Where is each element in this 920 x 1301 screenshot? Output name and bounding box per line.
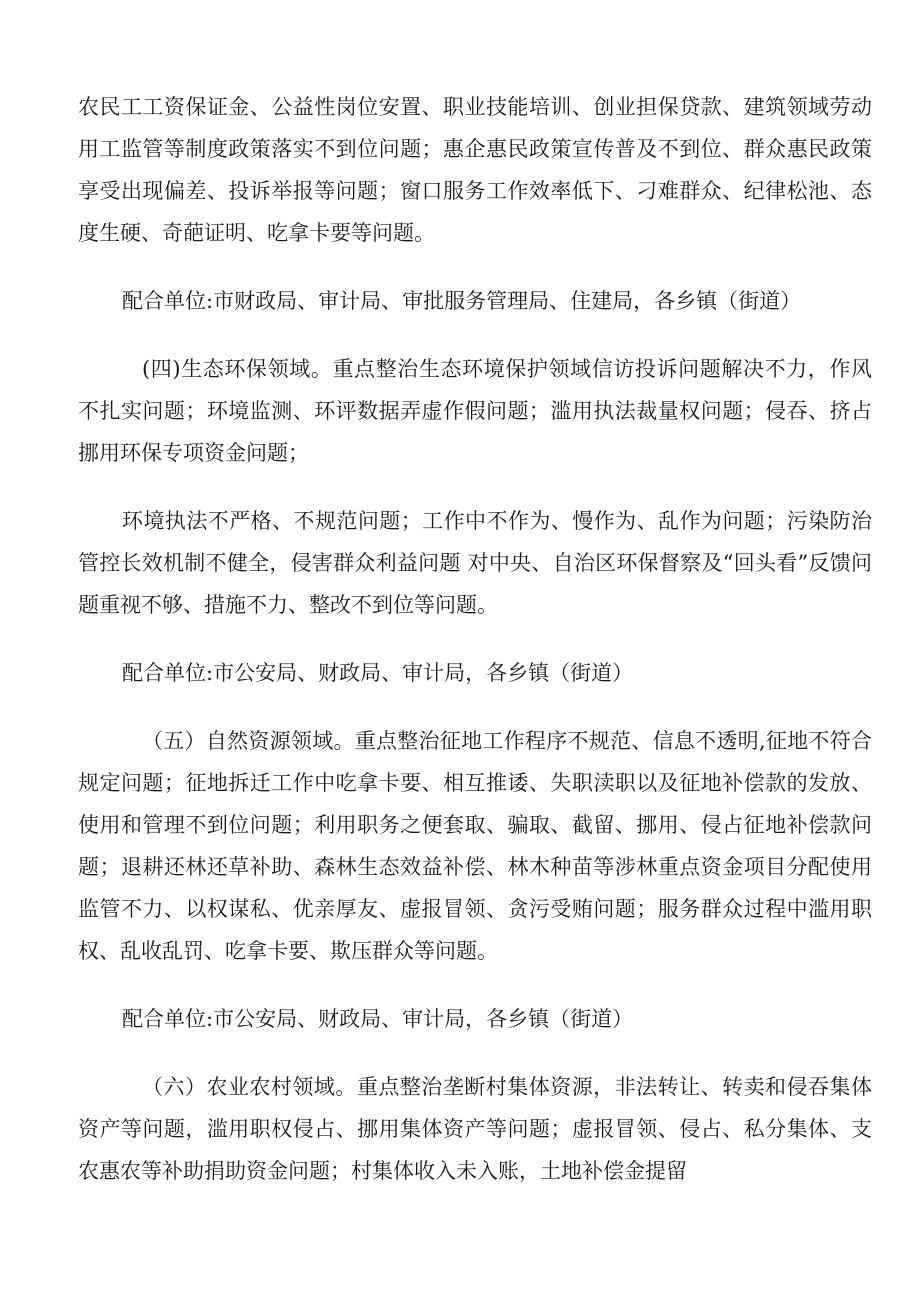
paragraph-cooperating-units-1: 配合单位:市财政局、审计局、审批服务管理局、住建局，各乡镇（街道） <box>122 289 802 313</box>
paragraph-section-ecology: (四)生态环保领域。重点整治生态环境保护领域信访投诉问题解决不力，作风不扎实问题；环境监测、环评数据弄虚作假问题；滥用执法裁量权问题；侵吞、挤占挪用环保专项资金问题； <box>78 357 872 465</box>
paragraph-section-agriculture: （六）农业农村领域。重点整治垄断村集体资源，非法转让、转卖和侵吞集体资产等问题，滥用职权侵占、挪用集体资产等问题；虚报冒领、侵占、私分集体、支农惠农等补助捐助资金问题；村集体收入未入账，土地补偿金提留 <box>78 1075 872 1183</box>
paragraph-cooperating-units-3: 配合单位:市公安局、财政局、审计局，各乡镇（街道） <box>122 1007 634 1031</box>
paragraph-policy-issues: 农民工工资保证金、公益性岗位安置、职业技能培训、创业担保贷款、建筑领域劳动用工监管等制度政策落实不到位问题；惠企惠民政策宣传普及不到位、群众惠民政策享受出现偏差、投诉举报等问题；窗口服务工作效率低下、刁难群众、纪律松池、态度生硬、奇葩证明、吃拿卡要等问题。 <box>78 95 872 245</box>
paragraph-environment-enforcement: 环境执法不严格、不规范问题；工作中不作为、慢作为、乱作为问题；污染防治管控长效机制不健全，侵害群众利益问题 对中央、自治区环保督察及“回头看”反馈问题重视不够、措施不力、整改不到位等问题。 <box>78 509 872 617</box>
paragraph-cooperating-units-2: 配合单位:市公安局、财政局、审计局，各乡镇（街道） <box>122 661 634 685</box>
paragraph-section-natural-resources: （五）自然资源领域。重点整治征地工作程序不规范、信息不透明,征地不符合规定问题；征地拆迁工作中吃拿卡要、相互推诿、失职渎职以及征地补偿款的发放、使用和管理不到位问题；利用职务之便套取、骗取、截留、挪用、侵占征地补偿款问题；退耕还林还草补助、森林生态效益补偿、林木种苗等涉林重点资金项目分配使用监管不力、以权谋私、优亲厚友、虚报冒领、贪污受贿问题；服务群众过程中滥用职权、乱收乱罚、吃拿卡要、欺压群众等问题。 <box>78 729 872 963</box>
